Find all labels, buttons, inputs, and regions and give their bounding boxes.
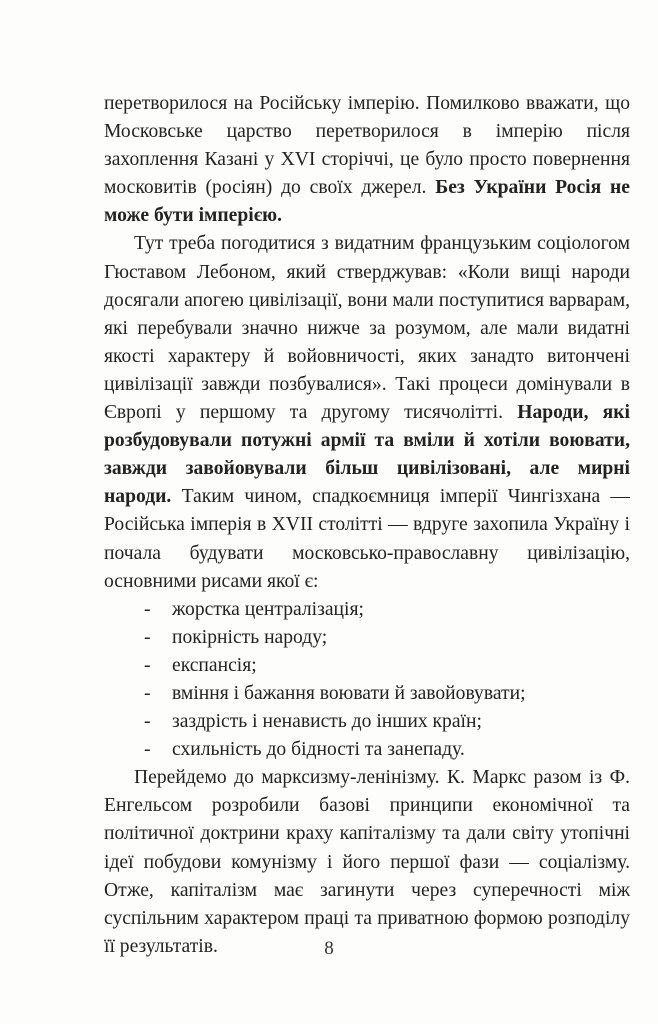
paragraph-3-text: Перейдемо до марксизму-ленінізму. К. Маркс разом із Ф. Енгельсом розробили базові принципи економічної та політичної доктрини краху капіталізму та дали світу утопічні ідеї побудови комунізму і його першої фази — соціалізму. Отже, капіталізм має загинути через суперечності між суспільним характером праці та приватною формою розподілу її результатів. — [104, 767, 630, 957]
list-item — [144, 708, 630, 736]
list-dash: - — [144, 626, 151, 648]
list-dash: - — [144, 682, 151, 704]
list-item — [144, 680, 630, 708]
page-number: 8 — [324, 938, 334, 959]
list-item-text: заздрість і ненависть до інших країн; — [172, 711, 482, 733]
list-item — [144, 624, 630, 652]
paragraph-2-bold: Народи, які розбудовували потужні армії та вміли й хотіли воювати, завжди завойовували більш цивілізовані, але мирні народи. — [104, 402, 631, 508]
paragraph-1 — [104, 90, 630, 230]
list-dash: - — [144, 711, 151, 733]
list-item — [144, 736, 630, 764]
list-item — [144, 596, 630, 624]
traits-list — [104, 596, 630, 765]
paragraph-3 — [104, 764, 630, 961]
list-dash: - — [144, 598, 151, 620]
paragraph-2-tail: Таким чином, спадкоємниця імперії Чингізхана — Російська імперія в XVII столітті — вдруге захопила Україну і почала будувати московсько-православну цивілізацію, основними рисами якої є: — [104, 486, 630, 592]
paragraph-2-text: Тут треба погодитися з видатним французьким соціологом Гюставом Лебоном, який стверджував: «Коли вищі народи досягали апогею цивілізації, вони мали поступитися варварам, які перебували значно нижче за розумом, але мали видатні якості характеру й войовничості, яких занадто витончені цивілізації завжди позбувалися». Такі процеси домінували в Європі у першому та другому тисячолітті. — [104, 233, 630, 424]
list-item — [144, 652, 630, 680]
list-item-text: вміння і бажання воювати й завойовувати; — [172, 682, 526, 704]
list-item-text: жорстка централізація; — [172, 598, 364, 620]
list-dash: - — [144, 654, 151, 676]
list-item-text: покірність народу; — [172, 626, 328, 648]
list-item-text: схильність до бідності та занепаду. — [172, 739, 465, 761]
list-dash: - — [144, 739, 151, 761]
body-text — [104, 90, 630, 961]
paragraph-2 — [104, 230, 630, 595]
paragraph-1-bold: Без України Росія не може бути імперією. — [104, 177, 630, 227]
list-item-text: експансія; — [172, 654, 257, 676]
paragraph-1-text: перетворилося на Російську імперію. Помилково вважати, що Московське царство перетворилося в імперію після захоплення Казані у XVI сторіччі, це було просто повернення московитів (росіян) до своїх джерел. — [104, 93, 630, 199]
